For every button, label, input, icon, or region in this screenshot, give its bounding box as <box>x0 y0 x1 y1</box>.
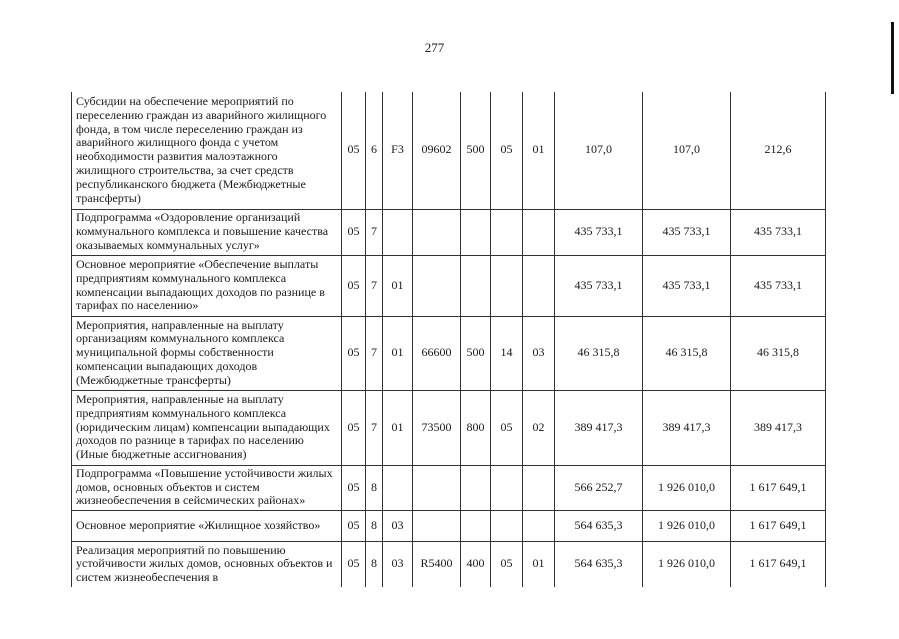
subsection-code: 03 <box>523 316 555 390</box>
amount-year-3: 389 417,3 <box>731 390 826 465</box>
chapter-code: 05 <box>491 390 523 465</box>
subprogram-code: 03 <box>383 541 413 587</box>
table-row <box>72 465 826 510</box>
direction-code: 73500 <box>413 390 461 465</box>
subsection-code <box>523 209 555 255</box>
amount-year-3: 1 617 649,1 <box>731 465 826 510</box>
row-description: Основное мероприятие «Обеспечение выплаты предприятиям коммунального комплекса компенсации выпадающих доходов по разнице в тарифах по населению» <box>72 255 342 316</box>
subprogram-code <box>383 209 413 255</box>
amount-year-3: 435 733,1 <box>731 255 826 316</box>
row-description: Реализация мероприятий по повышению устойчивости жилых домов, основных объектов и систем жизнеобеспечения в <box>72 541 342 587</box>
amount-year-1: 566 252,7 <box>555 465 643 510</box>
chapter-code: 14 <box>491 316 523 390</box>
row-description: Подпрограмма «Оздоровление организаций коммунального комплекса и повышение качества оказываемых коммунальных услуг» <box>72 209 342 255</box>
amount-year-2: 435 733,1 <box>643 255 731 316</box>
row-description: Мероприятия, направленные на выплату предприятиям коммунального комплекса (юридическим лицам) компенсации выпадающих доходов по разнице в тарифах по населению (Иные бюджетные ассигнования) <box>72 390 342 465</box>
row-description: Субсидии на обеспечение мероприятий по переселению граждан из аварийного жилищного фонда, в том числе переселению граждан из аварийного жилищного фонда с учетом необходимости развития малоэтажного жилищного строительства, за счет средств республиканского бюджета (Межбюджетные трансферты) <box>72 92 342 209</box>
chapter-code <box>491 209 523 255</box>
budget-table <box>71 92 826 587</box>
program-code: 7 <box>366 390 383 465</box>
direction-code <box>413 510 461 541</box>
subsection-code: 02 <box>523 390 555 465</box>
program-code: 8 <box>366 541 383 587</box>
subprogram-code: 01 <box>383 316 413 390</box>
amount-year-2: 1 926 010,0 <box>643 541 731 587</box>
chapter-code: 05 <box>491 541 523 587</box>
expense-type-code: 500 <box>461 316 491 390</box>
row-description: Мероприятия, направленные на выплату организациям коммунального комплекса муниципальной формы собственности компенсации выпадающих доходов (Межбюджетные трансферты) <box>72 316 342 390</box>
expense-type-code: 500 <box>461 92 491 209</box>
chapter-code: 05 <box>491 92 523 209</box>
subsection-code <box>523 465 555 510</box>
amount-year-1: 435 733,1 <box>555 255 643 316</box>
amount-year-2: 1 926 010,0 <box>643 465 731 510</box>
program-code: 7 <box>366 209 383 255</box>
amount-year-2: 46 315,8 <box>643 316 731 390</box>
subprogram-code: 03 <box>383 510 413 541</box>
table-row <box>72 541 826 587</box>
direction-code: 09602 <box>413 92 461 209</box>
amount-year-3: 1 617 649,1 <box>731 510 826 541</box>
subsection-code: 01 <box>523 92 555 209</box>
amount-year-3: 46 315,8 <box>731 316 826 390</box>
scan-edge-mark <box>891 22 894 94</box>
subprogram-code: 01 <box>383 390 413 465</box>
amount-year-1: 46 315,8 <box>555 316 643 390</box>
direction-code: 66600 <box>413 316 461 390</box>
table-row <box>72 209 826 255</box>
amount-year-2: 107,0 <box>643 92 731 209</box>
amount-year-1: 107,0 <box>555 92 643 209</box>
table-row <box>72 316 826 390</box>
program-code: 7 <box>366 316 383 390</box>
table-row <box>72 92 826 209</box>
section-code: 05 <box>342 541 366 587</box>
amount-year-3: 212,6 <box>731 92 826 209</box>
amount-year-2: 389 417,3 <box>643 390 731 465</box>
amount-year-2: 1 926 010,0 <box>643 510 731 541</box>
chapter-code <box>491 510 523 541</box>
direction-code <box>413 209 461 255</box>
amount-year-1: 389 417,3 <box>555 390 643 465</box>
table-row <box>72 255 826 316</box>
program-code: 8 <box>366 465 383 510</box>
page-number: 277 <box>424 40 445 55</box>
expense-type-code <box>461 510 491 541</box>
program-code: 7 <box>366 255 383 316</box>
row-description: Основное мероприятие «Жилищное хозяйство» <box>72 510 342 541</box>
amount-year-3: 1 617 649,1 <box>731 541 826 587</box>
row-description: Подпрограмма «Повышение устойчивости жилых домов, основных объектов и систем жизнеобеспечения в сейсмических районах» <box>72 465 342 510</box>
section-code: 05 <box>342 390 366 465</box>
direction-code <box>413 255 461 316</box>
table-row <box>72 510 826 541</box>
section-code: 05 <box>342 510 366 541</box>
amount-year-2: 435 733,1 <box>643 209 731 255</box>
table-row <box>72 390 826 465</box>
section-code: 05 <box>342 255 366 316</box>
expense-type-code: 400 <box>461 541 491 587</box>
amount-year-3: 435 733,1 <box>731 209 826 255</box>
expense-type-code <box>461 255 491 316</box>
section-code: 05 <box>342 92 366 209</box>
subprogram-code <box>383 465 413 510</box>
expense-type-code <box>461 209 491 255</box>
program-code: 6 <box>366 92 383 209</box>
amount-year-1: 564 635,3 <box>555 510 643 541</box>
direction-code: R5400 <box>413 541 461 587</box>
section-code: 05 <box>342 209 366 255</box>
subprogram-code: 01 <box>383 255 413 316</box>
expense-type-code: 800 <box>461 390 491 465</box>
chapter-code <box>491 465 523 510</box>
subsection-code <box>523 255 555 316</box>
section-code: 05 <box>342 465 366 510</box>
subsection-code: 01 <box>523 541 555 587</box>
amount-year-1: 435 733,1 <box>555 209 643 255</box>
subsection-code <box>523 510 555 541</box>
subprogram-code: F3 <box>383 92 413 209</box>
chapter-code <box>491 255 523 316</box>
expense-type-code <box>461 465 491 510</box>
program-code: 8 <box>366 510 383 541</box>
direction-code <box>413 465 461 510</box>
amount-year-1: 564 635,3 <box>555 541 643 587</box>
section-code: 05 <box>342 316 366 390</box>
